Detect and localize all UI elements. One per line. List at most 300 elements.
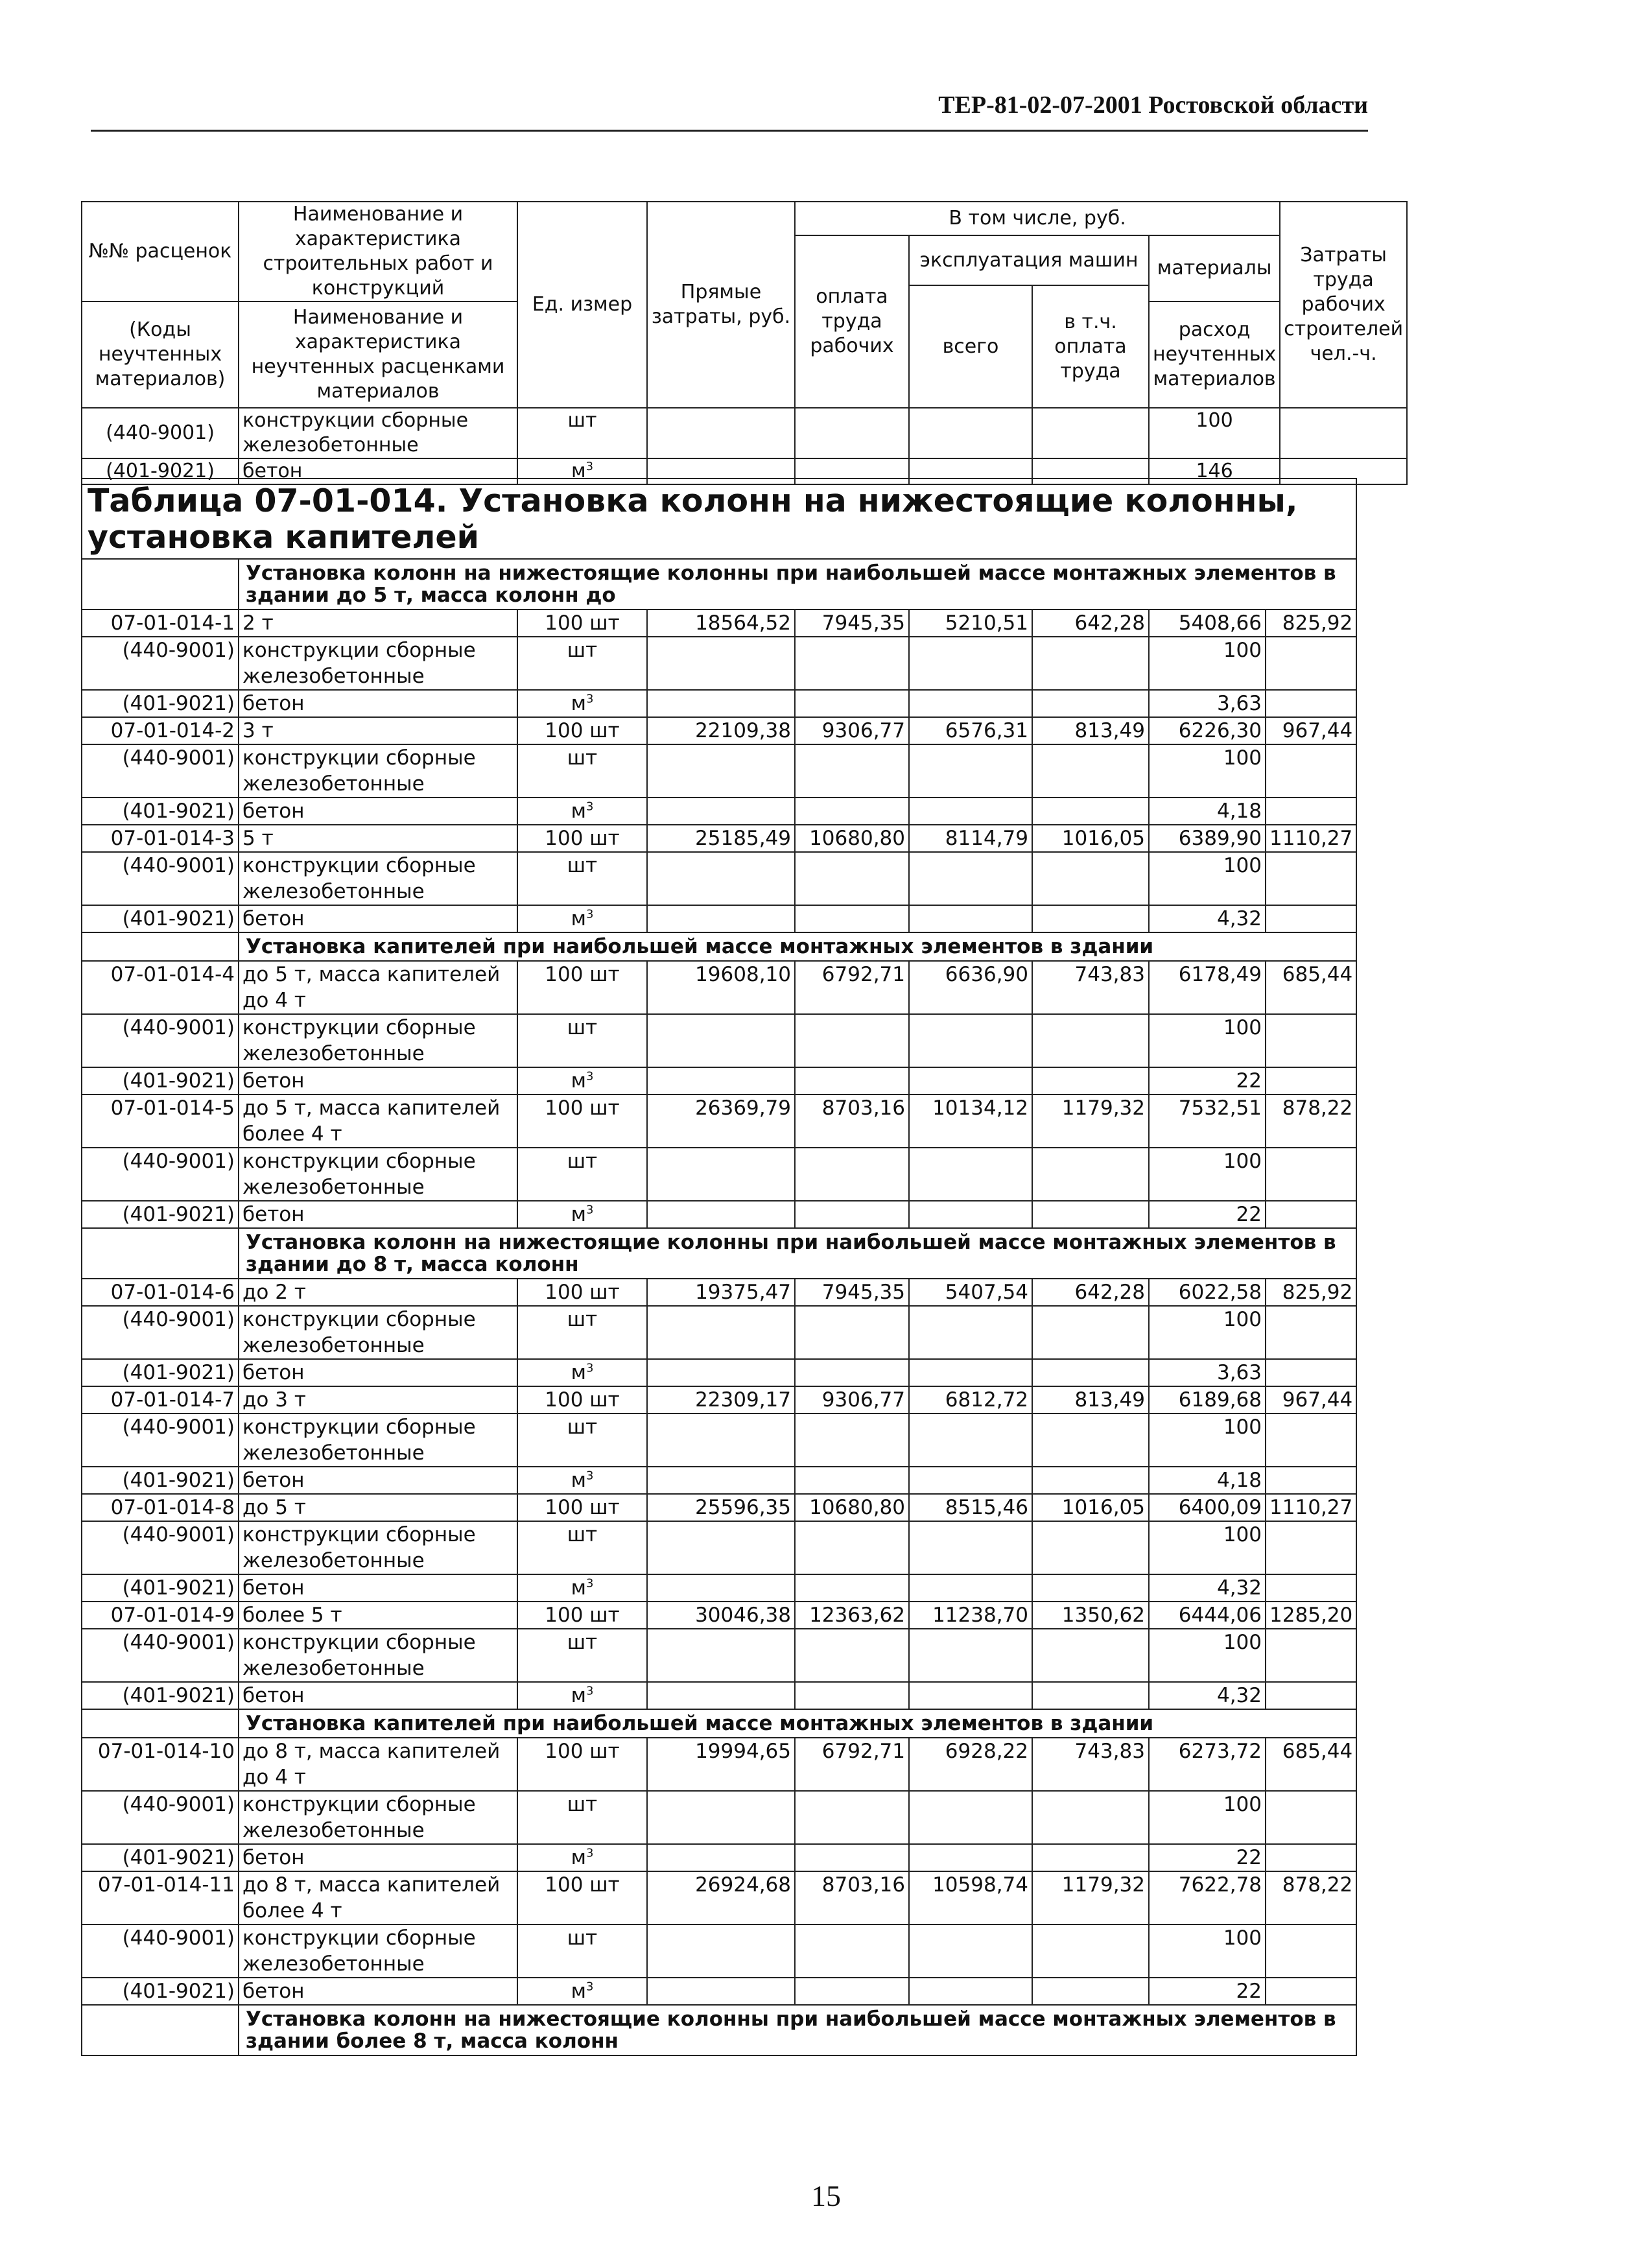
empty-cell [647,1629,795,1682]
empty-cell [647,852,795,905]
materials-cost: 6444,06 [1149,1602,1266,1629]
rate-name: до 5 т [239,1494,517,1521]
material-unit-cell [517,744,647,798]
empty-cell [1032,905,1149,932]
material-code: (401-9021) [82,1682,239,1709]
material-name: конструкции сборные железобетонные [239,1629,517,1682]
empty-cell [795,1148,909,1201]
empty-cell [647,1791,795,1844]
material-name: бетон [239,1067,517,1095]
material-unit: шт [567,1308,598,1331]
material-qty: 4,32 [1149,1574,1266,1602]
header-code-top: №№ расценок [82,202,239,302]
materials-cost: 6022,58 [1149,1279,1266,1306]
machines-total: 6636,90 [909,961,1032,1014]
empty-cell [795,1629,909,1682]
rate-code: 07-01-014-4 [82,961,239,1014]
empty-cell [1032,1467,1149,1494]
material-unit: м [571,1684,586,1707]
material-row [82,744,1356,798]
empty-cell [795,1844,909,1871]
rate-name: до 8 т, масса капителей до 4 т [239,1738,517,1791]
material-unit: м [571,1576,586,1600]
material-unit-cell [517,1414,647,1467]
empty-cell [795,1067,909,1095]
section-spacer [82,2005,239,2055]
material-row [82,1067,1356,1095]
empty-cell [1032,1574,1149,1602]
materials-cost: 6389,90 [1149,825,1266,852]
rate-row [82,1386,1356,1414]
material-name: конструкции сборные железобетонные [239,1306,517,1359]
empty-cell [1266,1521,1356,1574]
material-qty: 100 [1149,852,1266,905]
empty-cell [647,690,795,717]
labor-pay: 10680,80 [795,825,909,852]
material-code: (440-9001) [82,1148,239,1201]
materials-cost: 7532,51 [1149,1095,1266,1148]
material-unit: м [571,907,586,930]
material-unit-cell [517,1306,647,1359]
material-name: бетон [239,1978,517,2005]
rate-unit: 100 шт [517,1602,647,1629]
empty-cell [1032,1682,1149,1709]
empty-cell [1032,798,1149,825]
rate-unit: 100 шт [517,1494,647,1521]
header-unit: Ед. измер [517,202,647,408]
rate-row [82,717,1356,744]
material-row [82,798,1356,825]
unit-superscript: 3 [585,1576,594,1591]
material-name: конструкции сборные железобетонные [239,1791,517,1844]
material-name: бетон [239,905,517,932]
header-material-row [82,408,1407,458]
machines-total: 6576,31 [909,717,1032,744]
rate-row [82,961,1356,1014]
machines-labor: 1016,05 [1032,1494,1149,1521]
rate-name: до 3 т [239,1386,517,1414]
labor-pay: 12363,62 [795,1602,909,1629]
rate-unit: 100 шт [517,1095,647,1148]
empty-cell [1032,1791,1149,1844]
material-code: (440-9001) [82,852,239,905]
material-unit: шт [567,1926,598,1950]
empty-cell [909,744,1032,798]
material-row [82,1924,1356,1978]
empty-cell [1266,690,1356,717]
labor-hours: 825,92 [1266,610,1356,637]
labor-hours: 878,22 [1266,1871,1356,1924]
material-code: (440-9001) [82,1414,239,1467]
empty-cell [1032,637,1149,690]
material-qty: 100 [1149,1414,1266,1467]
labor-hours: 685,44 [1266,1738,1356,1791]
labor-hours: 1285,20 [1266,1602,1356,1629]
empty-cell [1032,1629,1149,1682]
labor-hours: 1110,27 [1266,825,1356,852]
material-row [82,1682,1356,1709]
material-unit: шт [567,1415,598,1439]
material-name: конструкции сборные железобетонные [239,1924,517,1978]
material-qty: 22 [1149,1067,1266,1095]
rate-name: 3 т [239,717,517,744]
labor-pay: 6792,71 [795,961,909,1014]
section-spacer [82,559,239,610]
labor-pay: 6792,71 [795,1738,909,1791]
empty-cell [795,744,909,798]
empty-cell [1266,1682,1356,1709]
empty-cell [1032,1201,1149,1228]
empty-cell [1266,637,1356,690]
material-code: (401-9021) [82,1067,239,1095]
empty-cell [909,637,1032,690]
material-unit-cell [517,1574,647,1602]
empty-cell [647,1467,795,1494]
material-unit-cell [517,1844,647,1871]
empty-cell [1266,1067,1356,1095]
labor-pay: 9306,77 [795,1386,909,1414]
section-spacer [82,932,239,961]
empty-cell [909,690,1032,717]
rate-code: 07-01-014-1 [82,610,239,637]
empty-cell [795,1467,909,1494]
material-name: конструкции сборные железобетонные [239,1014,517,1067]
empty-cell [647,1201,795,1228]
empty-cell [1032,744,1149,798]
material-unit: шт [567,1016,598,1039]
empty-cell [909,1014,1032,1067]
material-qty: 100 [1149,637,1266,690]
materials-cost: 6273,72 [1149,1738,1266,1791]
material-unit-cell [517,1201,647,1228]
header-rule [91,130,1368,132]
empty-cell [1032,1414,1149,1467]
section-row [82,2005,1356,2055]
empty-cell [1266,1014,1356,1067]
material-name: конструкции сборные железобетонные [239,637,517,690]
material-name: конструкции сборные железобетонные [239,744,517,798]
material-unit: м [571,1469,586,1492]
material-code: (401-9021) [82,798,239,825]
material-unit: м [571,692,586,715]
material-unit: шт [567,854,598,877]
material-name: бетон [239,458,517,484]
materials-cost: 7622,78 [1149,1871,1266,1924]
material-code: (440-9001) [82,744,239,798]
header-name-bottom: Наименование и характеристика неучтенных расценками материалов [239,302,517,408]
empty-cell [1266,1359,1356,1386]
material-unit-cell [517,1978,647,2005]
material-name: бетон [239,1467,517,1494]
header-including: В том числе, руб. [795,202,1280,235]
empty-cell [795,1201,909,1228]
material-unit-cell [517,1014,647,1067]
machines-labor: 1350,62 [1032,1602,1149,1629]
material-row [82,1629,1356,1682]
empty-cell [647,798,795,825]
header-direct-costs: Прямые затраты, руб. [647,202,795,408]
empty-cell [1266,852,1356,905]
empty-cell [1266,798,1356,825]
rate-row [82,1871,1356,1924]
material-row [82,690,1356,717]
material-unit-cell [517,690,647,717]
rate-name: 5 т [239,825,517,852]
material-code: (440-9001) [82,1924,239,1978]
material-unit: шт [567,1793,598,1816]
material-code: (440-9001) [82,1306,239,1359]
material-code: (440-9001) [82,1014,239,1067]
empty-cell [647,1414,795,1467]
rate-row [82,1602,1356,1629]
material-qty: 22 [1149,1201,1266,1228]
material-unit: шт [567,1523,598,1546]
empty-cell [909,1682,1032,1709]
section-row [82,1709,1356,1738]
rate-unit: 100 шт [517,1279,647,1306]
empty-cell [795,1574,909,1602]
material-qty: 100 [1149,1629,1266,1682]
machines-labor: 813,49 [1032,717,1149,744]
empty-cell [1032,852,1149,905]
material-code: (440-9001) [82,1521,239,1574]
rate-code: 07-01-014-3 [82,825,239,852]
empty-cell [795,1791,909,1844]
material-qty: 100 [1149,744,1266,798]
rate-code: 07-01-014-5 [82,1095,239,1148]
header-labor-costs: Затраты труда рабочих строителей чел.-ч. [1280,202,1407,408]
rate-row [82,825,1356,852]
material-unit: шт [567,1150,598,1173]
empty-cell [909,1791,1032,1844]
rate-row [82,1494,1356,1521]
material-unit: м [571,799,586,823]
material-code: (401-9021) [82,690,239,717]
material-row [82,1791,1356,1844]
material-qty: 100 [1149,408,1280,458]
rate-code: 07-01-014-11 [82,1871,239,1924]
material-name: бетон [239,1359,517,1386]
rate-row [82,1095,1356,1148]
empty-cell [795,1924,909,1978]
material-row [82,1359,1356,1386]
header-name-top: Наименование и характеристика строительных работ и конструкций [239,202,517,302]
material-code: (440-9001) [82,1629,239,1682]
empty-cell [647,1844,795,1871]
empty-cell [795,1359,909,1386]
material-code: (401-9021) [82,1201,239,1228]
material-qty: 4,32 [1149,1682,1266,1709]
material-code: (440-9001) [82,637,239,690]
rate-row [82,1279,1356,1306]
material-row [82,1148,1356,1201]
unit-superscript: 3 [585,1846,594,1860]
rate-name: до 8 т, масса капителей более 4 т [239,1871,517,1924]
section-heading: Установка колонн на нижестоящие колонны при наибольшей массе монтажных элементов в здании более 8 т, масса колонн [239,2005,1356,2055]
unit-superscript: 3 [585,1361,594,1375]
empty-cell [1266,1924,1356,1978]
empty-cell [909,1414,1032,1467]
material-name: бетон [239,798,517,825]
empty-cell [795,1521,909,1574]
direct-costs: 18564,52 [647,610,795,637]
material-name: бетон [239,1574,517,1602]
direct-costs: 25596,35 [647,1494,795,1521]
material-unit-cell [517,905,647,932]
section-heading: Установка капителей при наибольшей массе монтажных элементов в здании [239,932,1356,961]
rate-code: 07-01-014-2 [82,717,239,744]
labor-pay: 8703,16 [795,1095,909,1148]
rate-name: до 2 т [239,1279,517,1306]
empty-cell [909,1844,1032,1871]
empty-cell [795,637,909,690]
material-name: конструкции сборные железобетонные [239,1521,517,1574]
empty-cell [909,1924,1032,1978]
empty-cell [795,690,909,717]
rate-name: до 5 т, масса капителей до 4 т [239,961,517,1014]
unit-superscript: 3 [585,692,594,706]
machines-labor: 1016,05 [1032,825,1149,852]
empty-cell [1266,905,1356,932]
labor-pay: 10680,80 [795,1494,909,1521]
machines-total: 8515,46 [909,1494,1032,1521]
unit-superscript: 3 [585,1203,594,1217]
empty-cell [795,1414,909,1467]
material-row [82,1978,1356,2005]
empty-cell [795,852,909,905]
page-number: 15 [811,2179,841,2212]
material-name: конструкции сборные железобетонные [239,408,517,458]
direct-costs: 19375,47 [647,1279,795,1306]
empty-cell [1032,1924,1149,1978]
material-row [82,852,1356,905]
material-row [82,1844,1356,1871]
unit-superscript: 3 [585,1980,594,1994]
rate-code: 07-01-014-8 [82,1494,239,1521]
empty-cell [647,1521,795,1574]
labor-hours: 967,44 [1266,1386,1356,1414]
rate-unit: 100 шт [517,1738,647,1791]
section-heading: Установка колонн на нижестоящие колонны при наибольшей массе монтажных элементов в здании до 5 т, масса колонн до [239,559,1356,610]
material-unit-cell [517,1067,647,1095]
empty-cell [1266,1574,1356,1602]
material-qty: 4,18 [1149,798,1266,825]
material-code: (440-9001) [82,1791,239,1844]
material-qty: 3,63 [1149,690,1266,717]
materials-cost: 6226,30 [1149,717,1266,744]
empty-cell [1032,1978,1149,2005]
rate-code: 07-01-014-6 [82,1279,239,1306]
material-code: (401-9021) [82,1574,239,1602]
section-heading: Установка колонн на нижестоящие колонны при наибольшей массе монтажных элементов в здании до 8 т, масса колонн [239,1228,1356,1279]
rate-name: до 5 т, масса капителей более 4 т [239,1095,517,1148]
section-row [82,1228,1356,1279]
material-unit: м [571,1846,586,1869]
machines-total: 8114,79 [909,825,1032,852]
material-unit: м [571,460,586,482]
material-code: (401-9021) [82,458,239,484]
unit-superscript: 3 [585,1684,594,1698]
header-materials-top: материалы [1149,235,1280,302]
empty-cell [647,1067,795,1095]
direct-costs: 26369,79 [647,1095,795,1148]
material-name: конструкции сборные железобетонные [239,1148,517,1201]
machines-total: 6928,22 [909,1738,1032,1791]
material-unit-cell [517,798,647,825]
empty-cell [795,905,909,932]
material-unit-cell [517,1682,647,1709]
empty-cell [1032,1306,1149,1359]
empty-cell [795,1978,909,2005]
rate-code: 07-01-014-9 [82,1602,239,1629]
unit-superscript: 3 [585,460,594,473]
direct-costs: 22309,17 [647,1386,795,1414]
empty-cell [647,1306,795,1359]
material-qty: 22 [1149,1844,1266,1871]
machines-total: 10598,74 [909,1871,1032,1924]
material-code: (401-9021) [82,1359,239,1386]
empty-cell [909,1467,1032,1494]
table-title: Таблица 07-01-014. Установка колонн на нижестоящие колонны, установка капителей [82,479,1356,559]
material-unit-cell [517,1791,647,1844]
material-row [82,1201,1356,1228]
empty-cell [1266,744,1356,798]
section-spacer [82,1709,239,1738]
empty-cell [1266,1414,1356,1467]
material-name: конструкции сборные железобетонные [239,1414,517,1467]
machines-total: 5407,54 [909,1279,1032,1306]
rate-unit: 100 шт [517,825,647,852]
empty-cell [795,798,909,825]
empty-cell [1032,1014,1149,1067]
materials-cost: 6189,68 [1149,1386,1266,1414]
empty-cell [1266,1978,1356,2005]
rate-unit: 100 шт [517,1386,647,1414]
empty-cell [647,1359,795,1386]
empty-cell [1032,1844,1149,1871]
direct-costs: 26924,68 [647,1871,795,1924]
empty-cell [647,905,795,932]
machines-total: 10134,12 [909,1095,1032,1148]
materials-cost: 6178,49 [1149,961,1266,1014]
empty-cell [1032,1521,1149,1574]
material-qty: 3,63 [1149,1359,1266,1386]
rate-unit: 100 шт [517,1871,647,1924]
material-row [82,1574,1356,1602]
labor-hours: 878,22 [1266,1095,1356,1148]
labor-pay: 9306,77 [795,717,909,744]
document-header: ТЕР-81-02-07-2001 Ростовской области [938,91,1368,119]
material-unit-cell [517,1521,647,1574]
rate-code: 07-01-014-7 [82,1386,239,1414]
machines-labor: 1179,32 [1032,1095,1149,1148]
machines-total: 11238,70 [909,1602,1032,1629]
material-unit: м [571,1361,586,1384]
empty-cell [647,637,795,690]
empty-cell [647,1682,795,1709]
empty-cell [1266,1467,1356,1494]
material-code: (401-9021) [82,1844,239,1871]
empty-cell [1266,1844,1356,1871]
unit-superscript: 3 [585,799,594,814]
rate-unit: 100 шт [517,961,647,1014]
unit-superscript: 3 [585,1469,594,1483]
materials-cost: 6400,09 [1149,1494,1266,1521]
empty-cell [795,1306,909,1359]
rate-unit: 100 шт [517,717,647,744]
rates-table [81,478,1357,2056]
section-spacer [82,1228,239,1279]
